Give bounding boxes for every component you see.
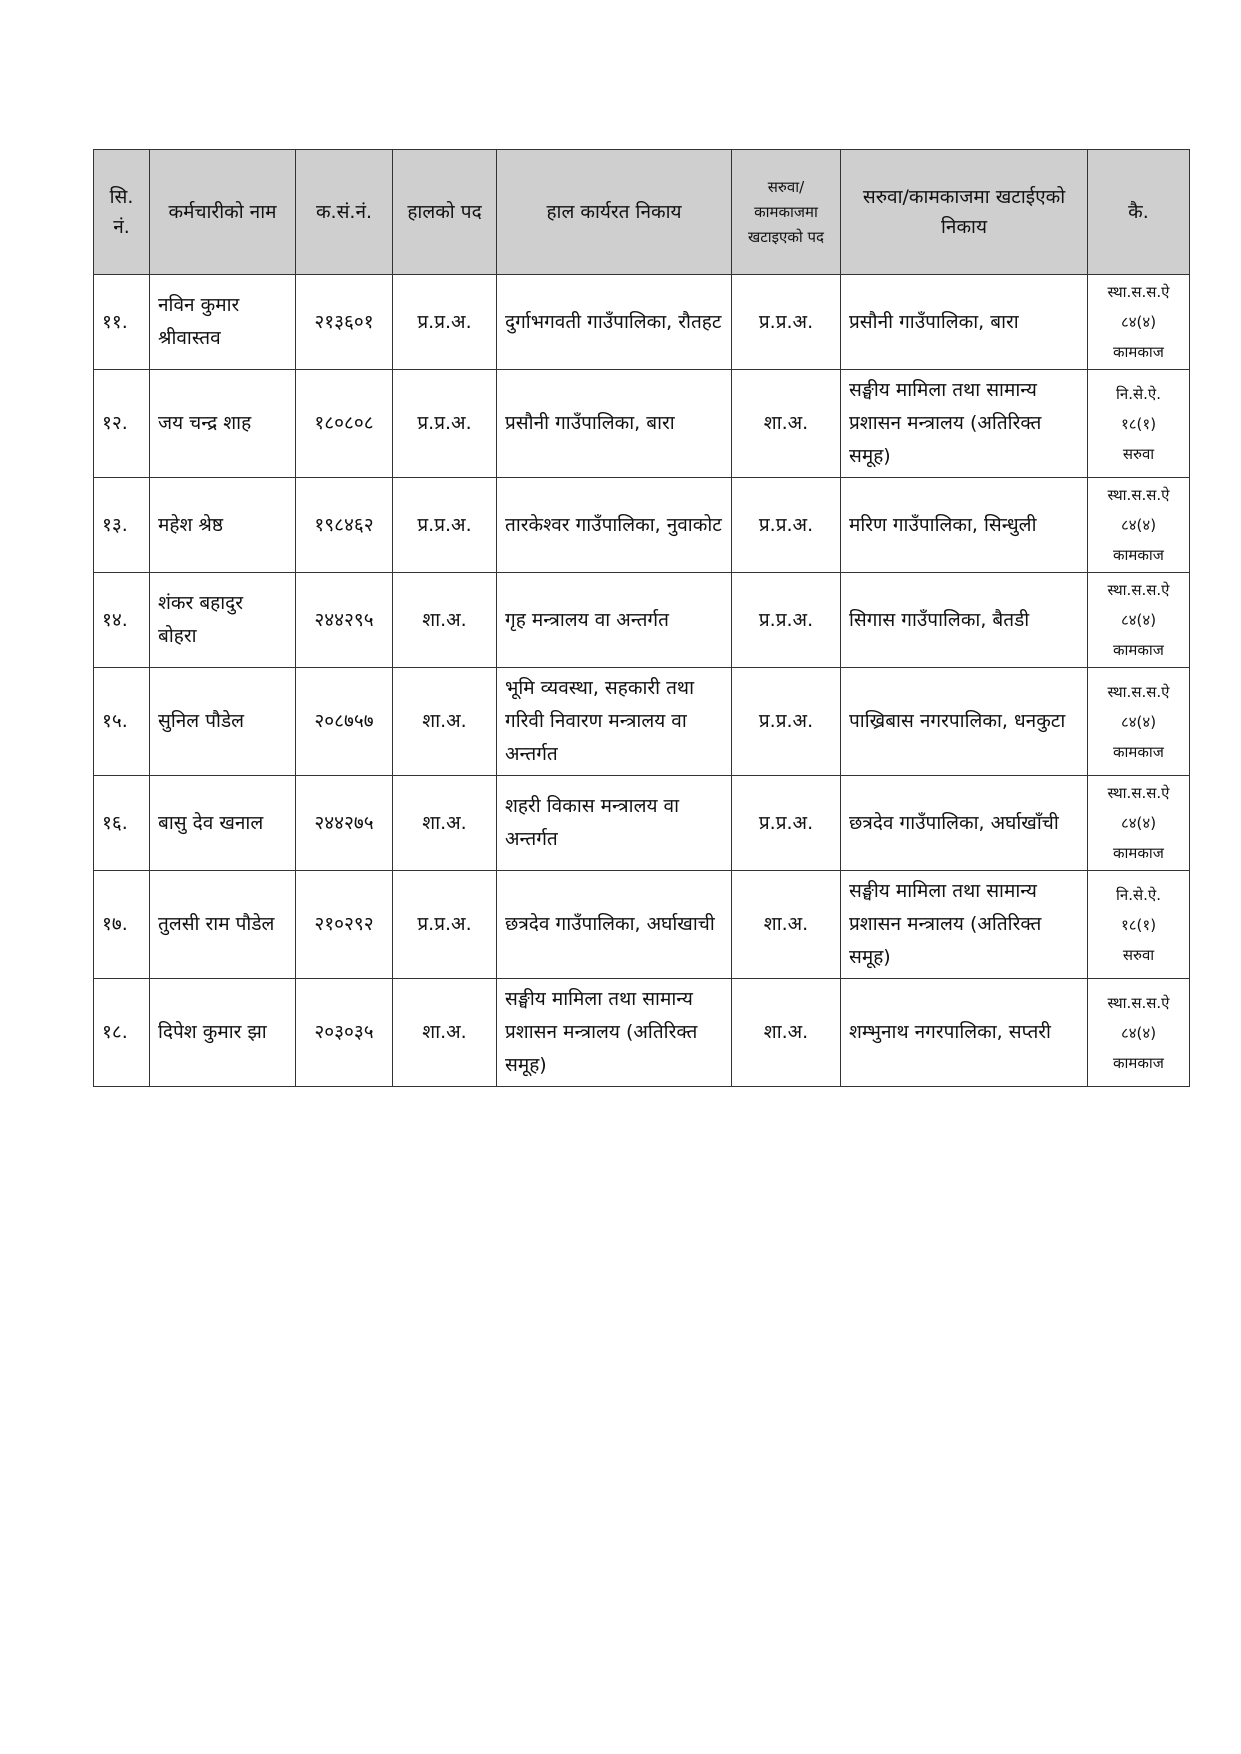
remark-line: ८४(४) — [1120, 712, 1157, 731]
cell-ks-no: २०३०३५ — [296, 979, 393, 1087]
cell-assigned-office: पाख्रिबास नगरपालिका, धनकुटा — [841, 668, 1088, 776]
cell-remark — [1088, 776, 1190, 871]
cell-name: तुलसी राम पौडेल — [150, 871, 296, 979]
header-remarks: कै. — [1088, 150, 1190, 275]
header-current-office: हाल कार्यरत निकाय — [497, 150, 732, 275]
cell-sn: ११. — [94, 275, 150, 370]
cell-name: दिपेश कुमार झा — [150, 979, 296, 1087]
remark-line: सरुवा — [1122, 945, 1155, 964]
cell-remark — [1088, 871, 1190, 979]
header-sn: सि. नं. — [94, 150, 150, 275]
cell-assigned-office: प्रसौनी गाउँपालिका, बारा — [841, 275, 1088, 370]
remark-line: कामकाज — [1113, 343, 1164, 361]
remark-line: कामकाज — [1113, 546, 1164, 564]
remark-line: स्था.स.स.ऐ — [1107, 283, 1170, 301]
remark-line: ८४(४) — [1120, 611, 1157, 629]
cell-sn: १८. — [94, 979, 150, 1087]
remark-line: नि.से.ऐ. — [1116, 384, 1161, 403]
cell-sn: १५. — [94, 668, 150, 776]
cell-current-post: प्र.प्र.अ. — [393, 478, 497, 573]
cell-ks-no: २०८७५७ — [296, 668, 393, 776]
header-assigned-post: सरुवा/ कामकाजमा खटाइएको पद — [732, 150, 841, 275]
remark-line: ८४(४) — [1120, 814, 1157, 832]
cell-current-post: प्र.प्र.अ. — [393, 871, 497, 979]
cell-sn: १६. — [94, 776, 150, 871]
cell-assigned-office: सङ्घीय मामिला तथा सामान्य प्रशासन मन्त्रालय (अतिरिक्त समूह) — [841, 871, 1088, 979]
cell-ks-no: २४४२९५ — [296, 573, 393, 668]
remark-line: ८४(४) — [1120, 1023, 1157, 1042]
remark-line: सरुवा — [1122, 444, 1155, 463]
cell-assigned-post: प्र.प्र.अ. — [732, 776, 841, 871]
cell-assigned-post: प्र.प्र.अ. — [732, 668, 841, 776]
remark-line: ८४(४) — [1120, 313, 1157, 331]
table-row — [94, 668, 1190, 776]
cell-sn: १३. — [94, 478, 150, 573]
cell-assigned-office: मरिण गाउँपालिका, सिन्धुली — [841, 478, 1088, 573]
cell-assigned-post: शा.अ. — [732, 370, 841, 478]
header-ks-no: क.सं.नं. — [296, 150, 393, 275]
cell-name: शंकर बहादुर बोहरा — [150, 573, 296, 668]
header-current-post: हालको पद — [393, 150, 497, 275]
cell-assigned-post: प्र.प्र.अ. — [732, 478, 841, 573]
cell-sn: १७. — [94, 871, 150, 979]
cell-current-office: गृह मन्त्रालय वा अन्तर्गत — [497, 573, 732, 668]
remark-line: कामकाज — [1113, 742, 1164, 761]
cell-ks-no: १९८४६२ — [296, 478, 393, 573]
cell-assigned-office: सङ्घीय मामिला तथा सामान्य प्रशासन मन्त्रालय (अतिरिक्त समूह) — [841, 370, 1088, 478]
cell-current-office: दुर्गाभगवती गाउँपालिका, रौतहट — [497, 275, 732, 370]
table-row — [94, 275, 1190, 370]
cell-remark — [1088, 275, 1190, 370]
remark-line: स्था.स.स.ऐ — [1107, 682, 1170, 701]
cell-name: नविन कुमार श्रीवास्तव — [150, 275, 296, 370]
cell-current-post: शा.अ. — [393, 573, 497, 668]
cell-name: बासु देव खनाल — [150, 776, 296, 871]
cell-ks-no: १८०८०८ — [296, 370, 393, 478]
cell-current-post: शा.अ. — [393, 979, 497, 1087]
cell-ks-no: २१३६०१ — [296, 275, 393, 370]
cell-assigned-office: शम्भुनाथ नगरपालिका, सप्तरी — [841, 979, 1088, 1087]
cell-assigned-office: छत्रदेव गाउँपालिका, अर्घाखाँची — [841, 776, 1088, 871]
cell-sn: १२. — [94, 370, 150, 478]
cell-assigned-office: सिगास गाउँपालिका, बैतडी — [841, 573, 1088, 668]
cell-current-office: सङ्घीय मामिला तथा सामान्य प्रशासन मन्त्रालय (अतिरिक्त समूह) — [497, 979, 732, 1087]
cell-assigned-post: शा.अ. — [732, 871, 841, 979]
cell-ks-no: २१०२९२ — [296, 871, 393, 979]
cell-remark — [1088, 478, 1190, 573]
table-row — [94, 776, 1190, 871]
remark-line: कामकाज — [1113, 641, 1164, 659]
cell-remark — [1088, 979, 1190, 1087]
cell-current-post: प्र.प्र.अ. — [393, 275, 497, 370]
remark-line: स्था.स.स.ऐ — [1107, 784, 1170, 802]
remark-line: स्था.स.स.ऐ — [1107, 993, 1170, 1012]
cell-name: सुनिल पौडेल — [150, 668, 296, 776]
header-row — [94, 150, 1190, 275]
remark-line: नि.से.ऐ. — [1116, 885, 1161, 904]
cell-current-office: प्रसौनी गाउँपालिका, बारा — [497, 370, 732, 478]
remark-line: कामकाज — [1113, 844, 1164, 862]
remark-line: स्था.स.स.ऐ — [1107, 581, 1170, 599]
table-row — [94, 370, 1190, 478]
remark-line: १८(१) — [1120, 915, 1157, 934]
cell-name: महेश श्रेष्ठ — [150, 478, 296, 573]
cell-remark — [1088, 370, 1190, 478]
transfer-table — [93, 149, 1190, 1087]
cell-remark — [1088, 573, 1190, 668]
cell-current-post: शा.अ. — [393, 668, 497, 776]
cell-current-office: शहरी विकास मन्त्रालय वा अन्तर्गत — [497, 776, 732, 871]
cell-current-office: भूमि व्यवस्था, सहकारी तथा गरिवी निवारण मन्त्रालय वा अन्तर्गत — [497, 668, 732, 776]
cell-name: जय चन्द्र शाह — [150, 370, 296, 478]
header-name: कर्मचारीको नाम — [150, 150, 296, 275]
cell-current-office: तारकेश्वर गाउँपालिका, नुवाकोट — [497, 478, 732, 573]
remark-line: ८४(४) — [1120, 516, 1157, 534]
remark-line: १८(१) — [1120, 414, 1157, 433]
cell-current-post: प्र.प्र.अ. — [393, 370, 497, 478]
remark-line: स्था.स.स.ऐ — [1107, 486, 1170, 504]
remark-line: कामकाज — [1113, 1053, 1164, 1072]
cell-current-post: शा.अ. — [393, 776, 497, 871]
table-row — [94, 478, 1190, 573]
header-assigned-office: सरुवा/कामकाजमा खटाईएको निकाय — [841, 150, 1088, 275]
table-row — [94, 979, 1190, 1087]
cell-current-office: छत्रदेव गाउँपालिका, अर्घाखाची — [497, 871, 732, 979]
table-row — [94, 573, 1190, 668]
cell-assigned-post: प्र.प्र.अ. — [732, 275, 841, 370]
cell-assigned-post: प्र.प्र.अ. — [732, 573, 841, 668]
cell-remark — [1088, 668, 1190, 776]
cell-sn: १४. — [94, 573, 150, 668]
cell-assigned-post: शा.अ. — [732, 979, 841, 1087]
table-row — [94, 871, 1190, 979]
cell-ks-no: २४४२७५ — [296, 776, 393, 871]
